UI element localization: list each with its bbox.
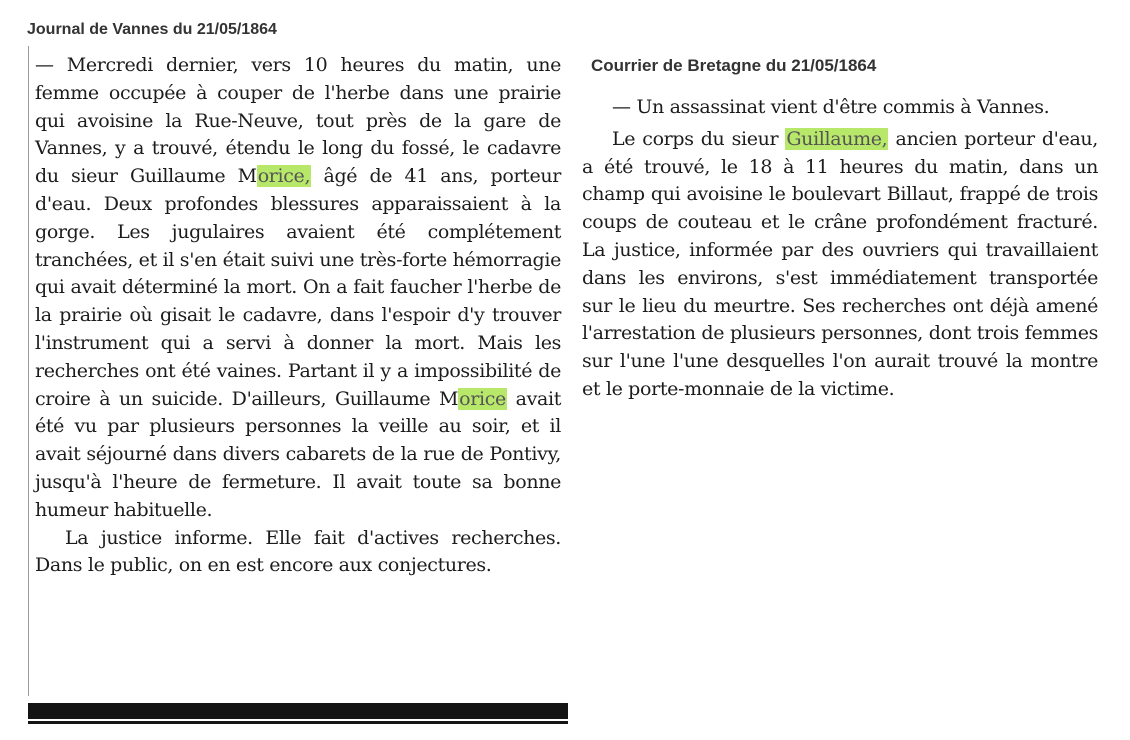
courrier-de-bretagne-caption: Courrier de Bretagne du 21/05/1864	[591, 56, 877, 75]
article-paragraph	[578, 122, 1098, 404]
text-run: âgé de 41 ans, porteur d'eau. Deux profondes blessures apparaissaient à la gorge. Les jugulaires avaient été complétement tranchées, et il s'en était suivi une très-forte hémorragie qui avait déterminé la mort. On a fait faucher l'herbe de la prairie où gisait le cadavre, dans l'espoir d'y trouver l'instrument qui a servi à donner la mort. Mais les recherches ont été vaines. Partant il y a impossibilité de croire à un suicide. D'ailleurs, Guillaume M	[35, 165, 561, 410]
courrier-de-bretagne-clipping	[578, 90, 1098, 530]
article-paragraph: — Un assassinat vient d'être commis à Vannes.	[612, 96, 1050, 118]
text-run: — Mercredi dernier, vers 10 heures du matin, une femme occupée à couper de l'herbe dans une prairie qui avoisine la Rue-Neuve, tout près de la gare de Vannes, y a trouvé, étendu le long du fossé, le cadavre du sieur Guillaume M	[35, 54, 561, 188]
clipping-bottom-rule	[28, 703, 568, 721]
text-run: Le corps du sieur	[612, 127, 786, 150]
clipping-text-column	[578, 90, 1098, 404]
clipping-text-column	[29, 46, 561, 580]
text-run: avait été vu par plusieurs personnes la veille au soir, et il avait séjourné dans divers cabarets de la rue de Pontivy, jusqu'à l'heure de fermeture. Il avait toute sa bonne humeur habituelle.	[35, 387, 561, 521]
journal-de-vannes-caption: Journal de Vannes du 21/05/1864	[27, 21, 277, 38]
article-paragraph	[29, 46, 561, 525]
highlighted-name: orice	[459, 387, 506, 410]
highlighted-name: Guillaume,	[786, 127, 888, 150]
text-run: ancien porteur d'eau, a été trouvé, le 18 à 11 heures du matin, dans un champ qui avoisine le boulevart Billaut, frappé de trois coups de couteau et le crâne profondément fracturé. La justice, informée par des ouvriers qui travaillaient dans les environs, s'est immédiatement transportée sur le lieu du meurtre. Ses recherches ont déjà amené l'arrestation de plusieurs personnes, dont trois femmes sur l'une l'une desquelles l'on aurait trouvé la montre et le porte-monnaie de la victime.	[582, 127, 1098, 400]
journal-de-vannes-clipping	[28, 46, 561, 696]
article-paragraph: La justice informe. Elle fait d'actives recherches. Dans le public, on en est encore aux conjectures.	[35, 526, 561, 577]
highlighted-name: orice,	[257, 165, 311, 188]
